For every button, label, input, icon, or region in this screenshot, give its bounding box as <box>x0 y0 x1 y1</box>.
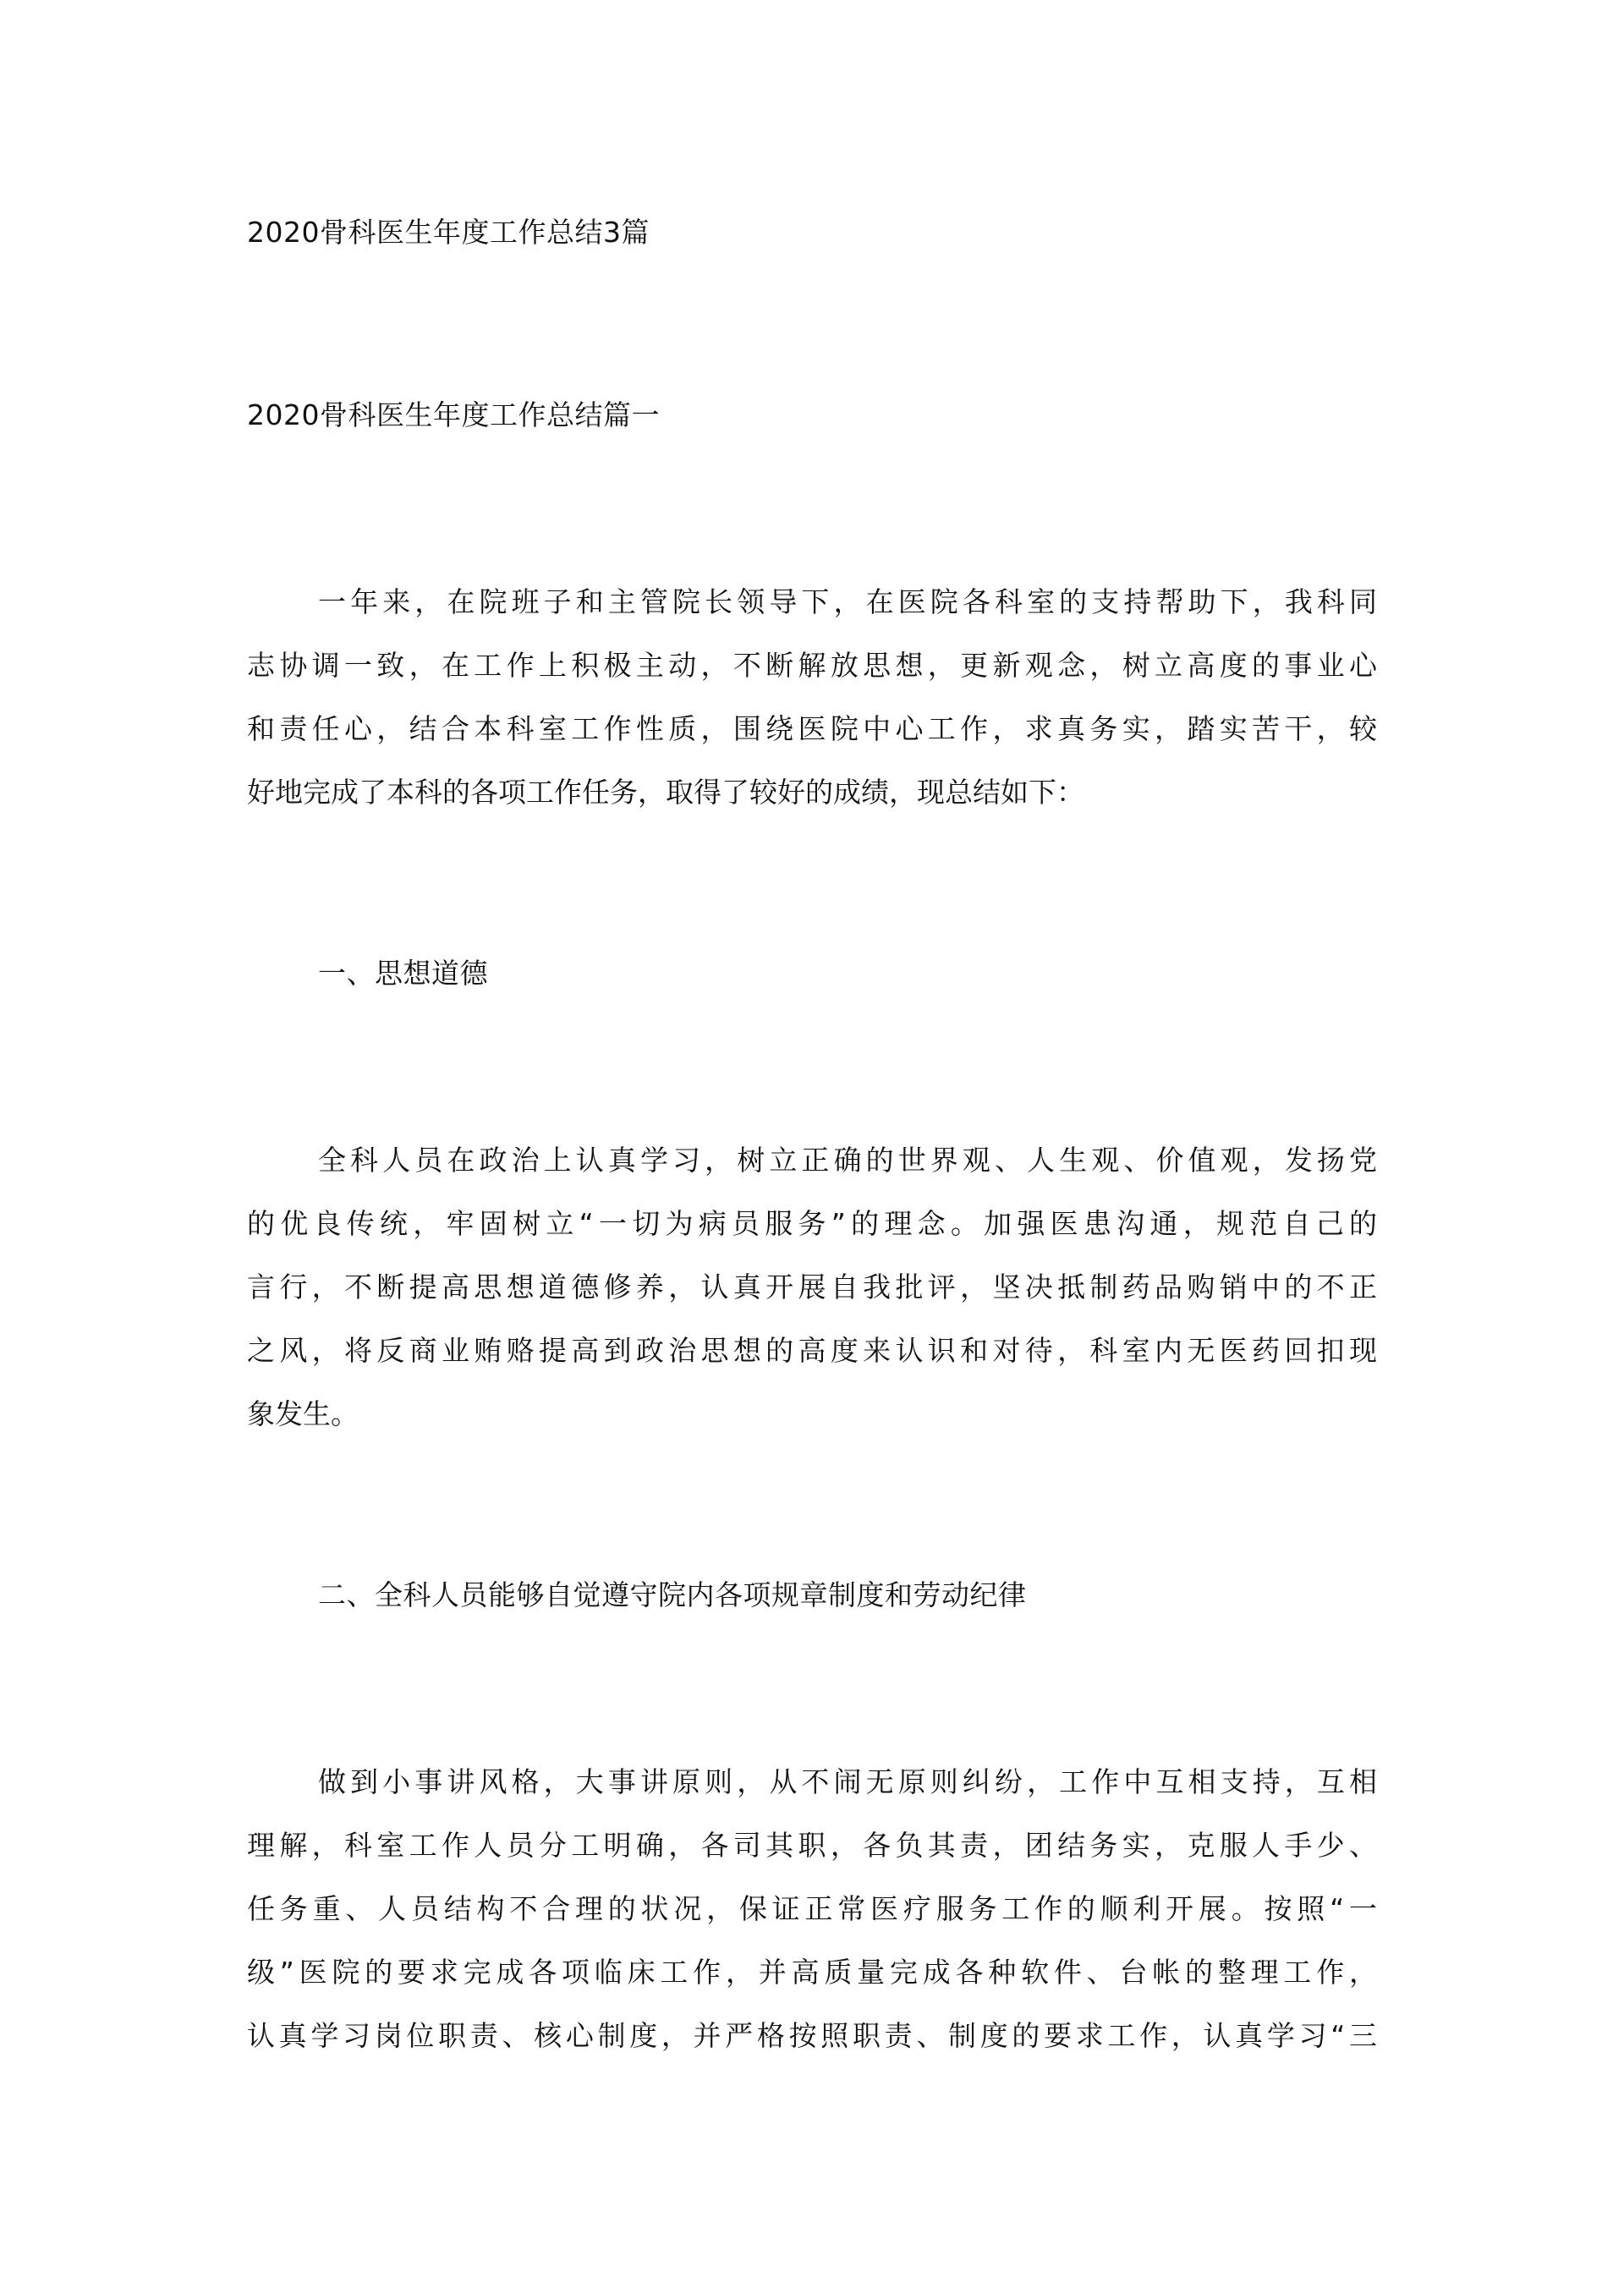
paragraph-line: 级”医院的要求完成各项临床工作，并高质量完成各种软件、台帐的整理工作， <box>247 1956 1377 1989</box>
paragraph-line: 象发生。 <box>247 1397 359 1430</box>
section-heading: 二、全科人员能够自觉遵守院内各项规章制度和劳动纪律 <box>318 1578 1027 1611</box>
paragraph-line: 的优良传统，牢固树立“一切为病员服务”的理念。加强医患沟通，规范自己的 <box>247 1207 1377 1240</box>
paragraph-line: 做到小事讲风格，大事讲原则，从不闹无原则纠纷，工作中互相支持，互相 <box>318 1765 1377 1798</box>
paragraph-line: 认真学习岗位职责、核心制度，并严格按照职责、制度的要求工作，认真学习“三 <box>247 2019 1377 2052</box>
paragraph-line: 志协调一致，在工作上积极主动，不断解放思想，更新观念，树立高度的事业心 <box>247 649 1377 682</box>
paragraph-line: 言行，不断提高思想道德修养，认真开展自我批评，坚决抵制药品购销中的不正 <box>247 1270 1377 1303</box>
paragraph-line: 一年来，在院班子和主管院长领导下，在医院各科室的支持帮助下，我科同 <box>318 585 1377 618</box>
section-heading: 一、思想道德 <box>318 957 488 990</box>
paragraph-line: 全科人员在政治上认真学习，树立正确的世界观、人生观、价值观，发扬党 <box>318 1144 1377 1177</box>
paragraph-line: 和责任心，结合本科室工作性质，围绕医院中心工作，求真务实，踏实苦干，较 <box>247 712 1377 745</box>
paragraph-line: 理解，科室工作人员分工明确，各司其职，各负其责，团结务实，克服人手少、 <box>247 1829 1377 1862</box>
document-subtitle: 2020骨科医生年度工作总结篇一 <box>247 398 660 431</box>
paragraph-line: 任务重、人员结构不合理的状况，保证正常医疗服务工作的顺利开展。按照“一 <box>247 1892 1377 1925</box>
paragraph-line: 好地完成了本科的各项工作任务，取得了较好的成绩，现总结如下： <box>247 776 1084 809</box>
document-title: 2020骨科医生年度工作总结3篇 <box>247 216 650 249</box>
paragraph-line: 之风，将反商业贿赂提高到政治思想的高度来认识和对待，科室内无医药回扣现 <box>247 1334 1377 1367</box>
